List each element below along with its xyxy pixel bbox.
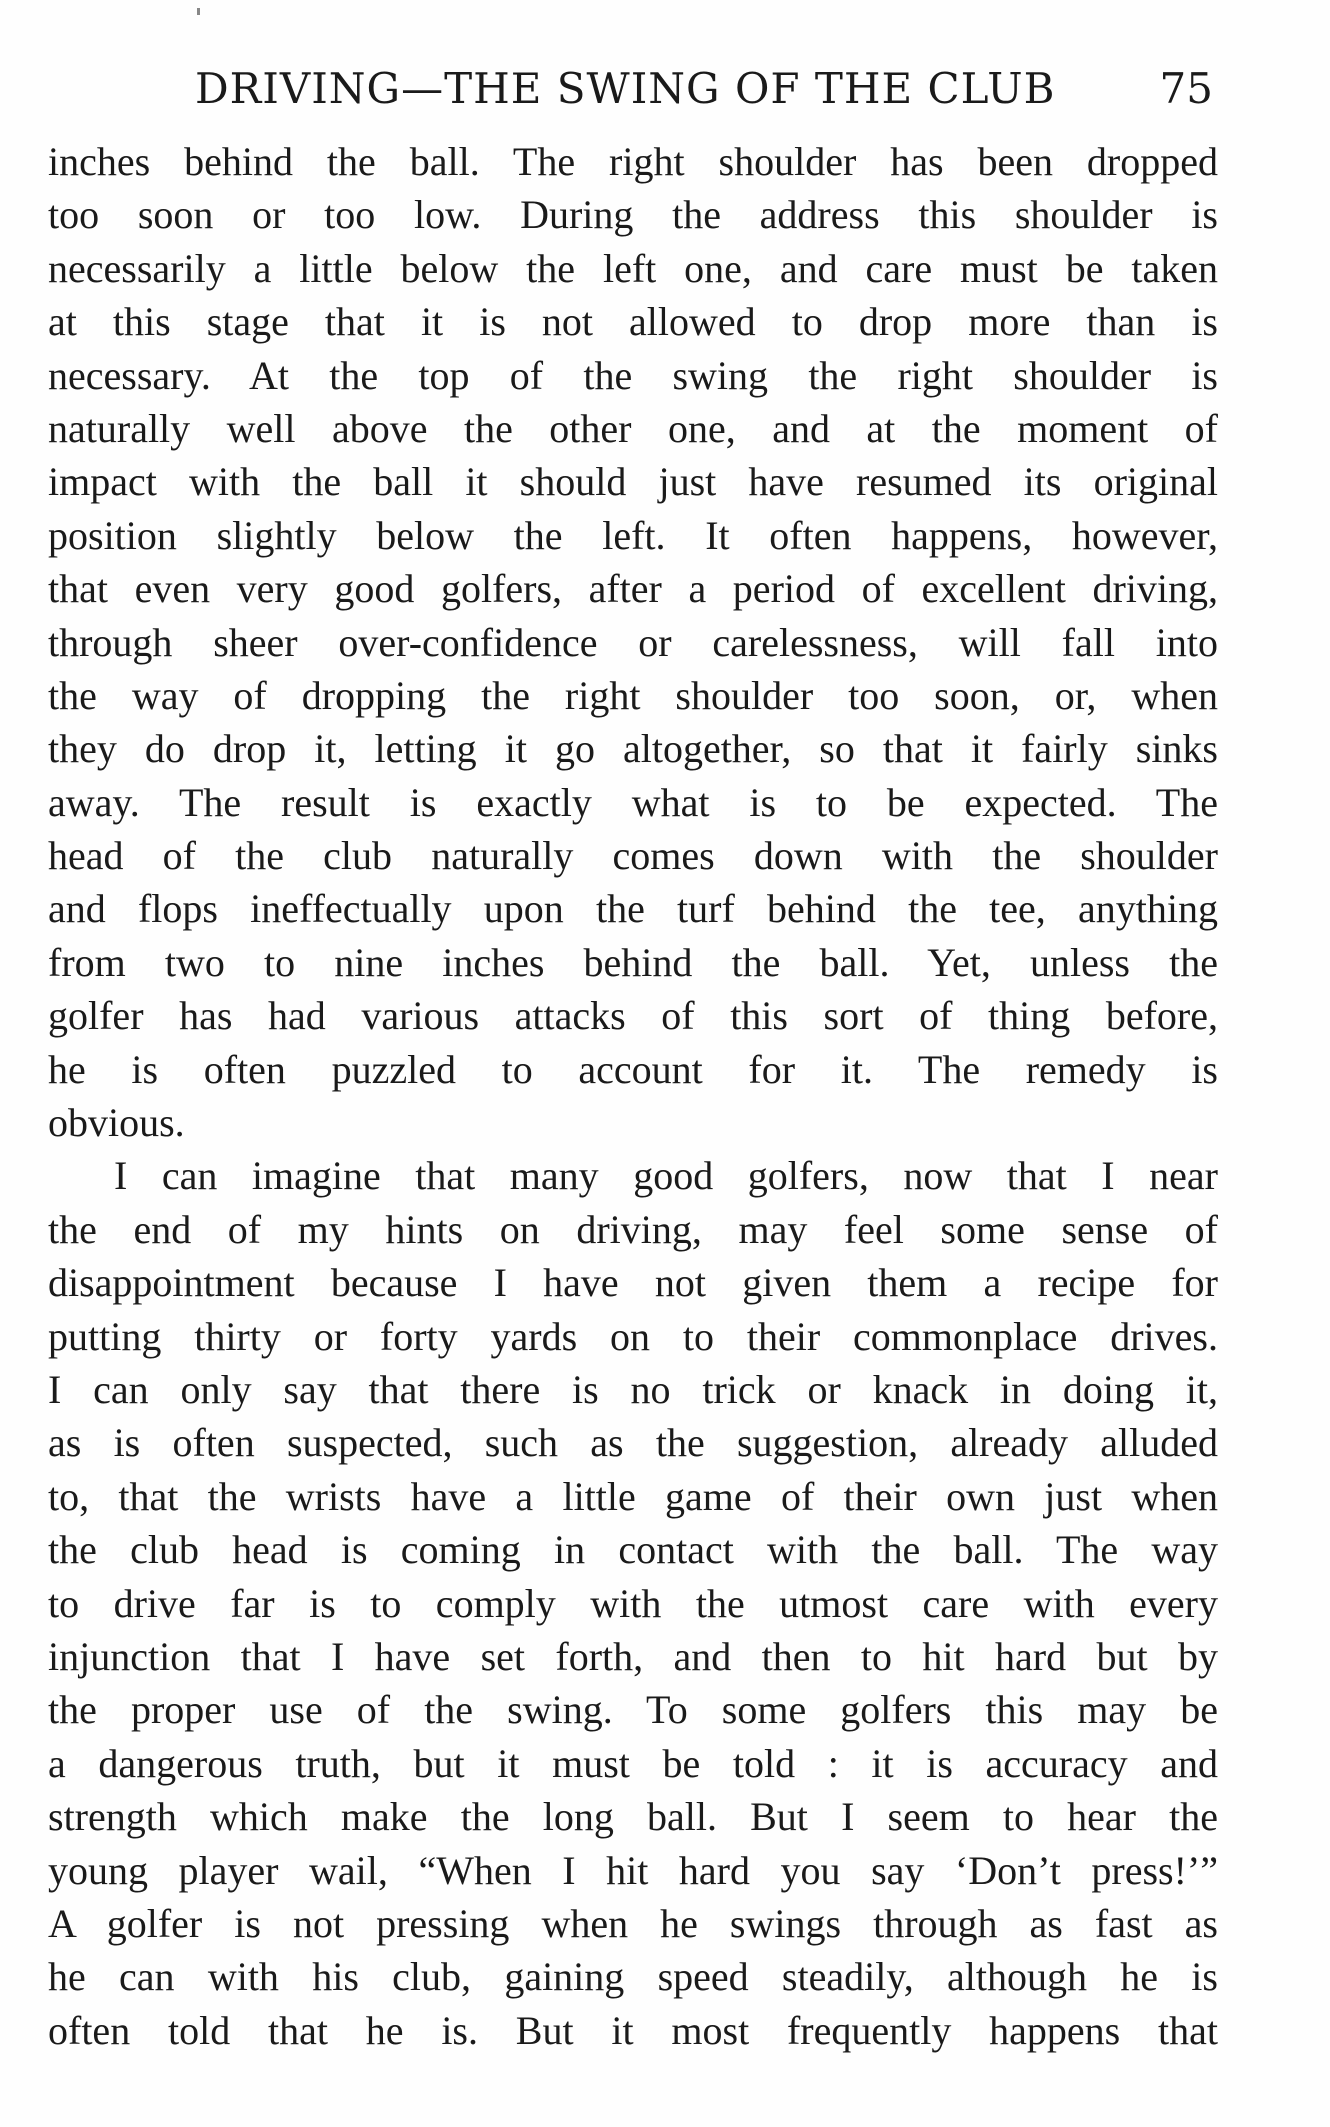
text-line: putting thirty or forty yards on to their commonplace drives.	[48, 1313, 1218, 1359]
text-line: the proper use of the swing. To some golfers this may be	[48, 1687, 1218, 1733]
text-line: he can with his club, gaining speed steadily, although he is	[48, 1954, 1218, 2000]
text-line: he is often puzzled to account for it. The remedy is	[48, 1046, 1218, 1092]
text-line: they do drop it, letting it go altogether, so that it fairly sinks	[48, 726, 1218, 772]
text-line: as is often suspected, such as the suggestion, already alluded	[48, 1420, 1218, 1466]
text-line: injunction that I have set forth, and then to hit hard but by	[48, 1633, 1218, 1679]
text-line: through sheer over-confidence or carelessness, will fall into	[48, 619, 1218, 665]
text-line: away. The result is exactly what is to be expected. The	[48, 779, 1218, 825]
running-title: DRIVING—THE SWING OF THE CLUB	[195, 64, 1056, 113]
page-number: 75	[1159, 64, 1213, 113]
text-line: impact with the ball it should just have resumed its original	[48, 459, 1218, 505]
text-line: naturally well above the other one, and at the moment of	[48, 405, 1218, 451]
text-line: the end of my hints on driving, may feel some sense of	[48, 1206, 1218, 1252]
print-speck	[197, 8, 200, 15]
text-line: to, that the wrists have a little game of their own just when	[48, 1473, 1218, 1519]
text-line: position slightly below the left. It often happens, however,	[48, 512, 1218, 558]
running-head	[195, 64, 1213, 116]
text-line: at this stage that it is not allowed to drop more than is	[48, 299, 1218, 345]
text-line: that even very good golfers, after a period of excellent driving,	[48, 566, 1218, 612]
text-line: to drive far is to comply with the utmost care with every	[48, 1580, 1218, 1626]
text-line: the club head is coming in contact with the ball. The way	[48, 1527, 1218, 1573]
text-line: necessary. At the top of the swing the right shoulder is	[48, 352, 1218, 398]
paragraph-2	[48, 1149, 1218, 2057]
text-line: necessarily a little below the left one, and care must be taken	[48, 245, 1218, 291]
text-line: inches behind the ball. The right shoulder has been dropped	[48, 139, 1218, 184]
body-text	[48, 135, 1218, 2057]
text-line: I can imagine that many good golfers, now that I near	[114, 1153, 1218, 1199]
text-line: A golfer is not pressing when he swings through as fast as	[48, 1900, 1218, 1946]
text-line: a dangerous truth, but it must be told : it is accuracy and	[48, 1740, 1218, 1786]
text-line: disappointment because I have not given them a recipe for	[48, 1260, 1218, 1306]
text-line: I can only say that there is no trick or knack in doing it,	[48, 1366, 1218, 1412]
text-line: and flops ineffectually upon the turf behind the tee, anything	[48, 886, 1218, 932]
text-line: often told that he is. But it most frequently happens that	[48, 2007, 1218, 2053]
text-line: head of the club naturally comes down with the shoulder	[48, 833, 1218, 879]
text-line: golfer has had various attacks of this sort of thing before,	[48, 993, 1218, 1039]
text-line: the way of dropping the right shoulder too soon, or, when	[48, 672, 1218, 718]
text-line: young player wail, “When I hit hard you say ‘Don’t press!’”	[48, 1847, 1218, 1893]
text-line: strength which make the long ball. But I seem to hear the	[48, 1794, 1218, 1840]
paragraph-1	[48, 135, 1218, 1149]
text-line: too soon or too low. During the address this shoulder is	[48, 192, 1218, 238]
text-line: from two to nine inches behind the ball. Yet, unless the	[48, 939, 1218, 985]
text-line: obvious.	[48, 1100, 185, 1146]
